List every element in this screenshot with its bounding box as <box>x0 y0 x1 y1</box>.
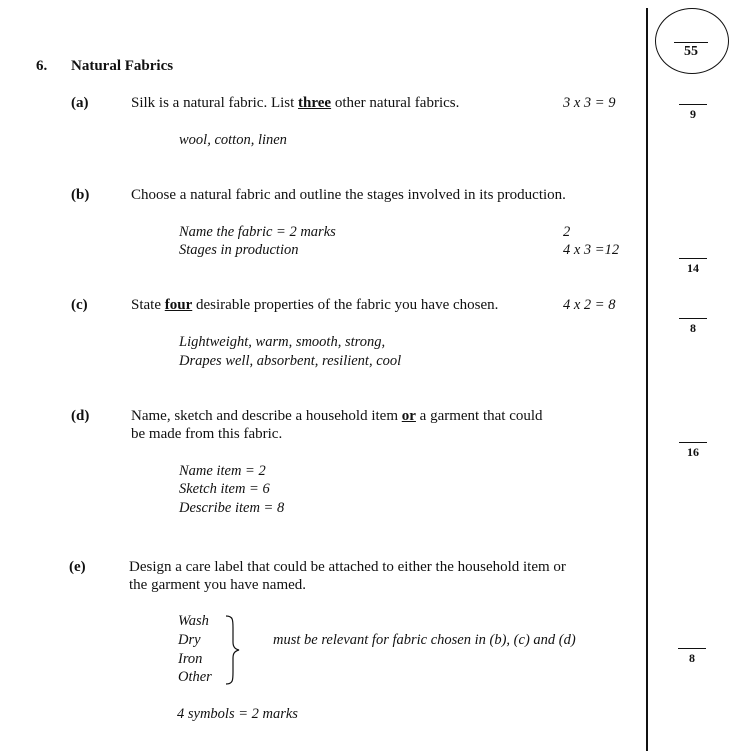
emphasis-three: three <box>298 95 332 111</box>
part-a-question: Silk is a natural fabric. List three other natural fabrics. <box>131 95 460 111</box>
part-d-side-rule <box>679 442 707 443</box>
part-c-side-marks: 8 <box>690 321 696 335</box>
part-b-row-1: Name the fabric = 2 marks <box>179 224 336 240</box>
total-marks-oval <box>655 8 729 74</box>
total-marks: 55 <box>684 44 698 59</box>
part-b-side-rule <box>679 258 707 259</box>
part-a-answer: wool, cotton, linen <box>179 132 287 148</box>
part-c-question: State four desirable properties of the fabric you have chosen. <box>131 297 499 313</box>
care-item-wash: Wash <box>178 613 209 629</box>
total-rule <box>674 42 708 43</box>
part-d-question-line-1: Name, sketch and describe a household item or a garment that could <box>131 408 543 424</box>
part-d-label: (d) <box>71 408 90 424</box>
part-b-label: (b) <box>71 187 90 203</box>
part-a-side-rule <box>679 104 707 105</box>
emphasis-four: four <box>164 297 193 313</box>
part-b-question: Choose a natural fabric and outline the stages involved in its production. <box>131 187 566 203</box>
part-a-label: (a) <box>71 95 89 111</box>
care-item-other: Other <box>178 669 212 685</box>
part-c-side-rule <box>679 318 707 319</box>
part-d-answer-2: Sketch item = 6 <box>179 481 270 497</box>
part-e-question-line-2: the garment you have named. <box>129 577 307 593</box>
part-b-row-2: Stages in production <box>179 242 299 258</box>
emphasis-or: or <box>401 408 416 424</box>
part-c-marks: 4 x 2 = 8 <box>563 297 616 313</box>
part-e-question-line-1: Design a care label that could be attached to either the household item or <box>129 559 566 575</box>
part-c-label: (c) <box>71 297 88 313</box>
part-d-answer-1: Name item = 2 <box>179 463 266 479</box>
part-d-side-marks: 16 <box>687 445 699 459</box>
care-item-dry: Dry <box>178 632 201 648</box>
part-e-label: (e) <box>69 559 86 575</box>
part-a-side-marks: 9 <box>690 107 696 121</box>
part-b-row-1-marks: 2 <box>563 224 571 240</box>
part-d-answer-3: Describe item = 8 <box>179 500 285 516</box>
part-e-side-rule <box>678 648 706 649</box>
part-e-note: must be relevant for fabric chosen in (b), (c) and (d) <box>273 632 576 648</box>
part-d-question-line-2: be made from this fabric. <box>131 426 283 442</box>
part-a-marks: 3 x 3 = 9 <box>563 95 616 111</box>
part-b-row-2-marks: 4 x 3 =12 <box>563 242 620 258</box>
part-e-symbols: 4 symbols = 2 marks <box>177 706 298 722</box>
part-c-answer-2: Drapes well, absorbent, resilient, cool <box>179 353 402 369</box>
question-title: Natural Fabrics <box>71 58 174 74</box>
part-c-answer-1: Lightweight, warm, smooth, strong, <box>179 334 386 350</box>
care-item-iron: Iron <box>178 651 203 667</box>
margin-line <box>646 8 648 751</box>
part-e-side-marks: 8 <box>689 651 695 665</box>
part-b-side-marks: 14 <box>687 261 699 275</box>
question-number: 6. <box>36 58 48 74</box>
right-brace-icon <box>222 614 244 686</box>
